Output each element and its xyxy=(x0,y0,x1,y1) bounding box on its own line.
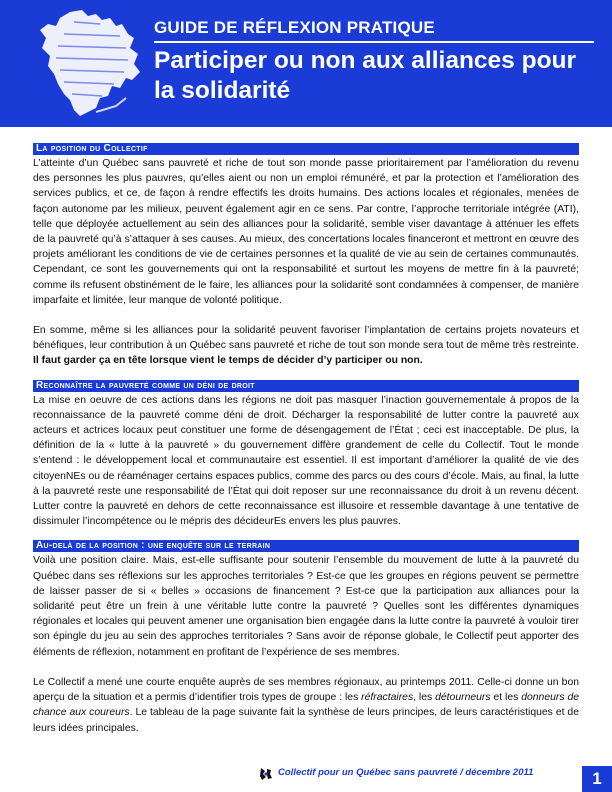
header-banner xyxy=(0,0,612,127)
guide-label: GUIDE DE RÉFLEXION PRATIQUE xyxy=(154,18,435,37)
page-title: Participer ou non aux alliances pour la solidarité xyxy=(154,47,577,104)
section-heading-deni-de-droit: Reconnaître la pauvreté comme un déni de droit xyxy=(33,380,579,392)
paragraph: En somme, même si les alliances pour la solidarité peuvent favoriser l’implantation de certains projets novateurs et bénéfiques, leur contribution à un Québec sans pauvreté et riche de tout son monde sera tout de même très restreinte. Il faut garder ça en tête lorsque vient le temps de décider d’y participer ou non. xyxy=(33,325,579,367)
collectif-logo-icon xyxy=(258,766,274,782)
section-heading-enquete: Au-delà de la position : une enquête sur le terrain xyxy=(33,540,579,552)
italic-term: réfractaires xyxy=(361,692,414,704)
header-divider xyxy=(154,41,594,43)
footer-text: Collectif pour un Québec sans pauvreté / décembre 2011 xyxy=(278,767,534,778)
quebec-map-icon xyxy=(30,8,148,120)
section-heading-position: La position du Collectif xyxy=(33,143,579,155)
italic-term: donneurs de chance aux coureurs xyxy=(33,692,579,719)
paragraph: Voilà une position claire. Mais, est-elle suffisante pour soutenir l’ensemble du mouvement de lutte à la pauvreté du Québec dans ses réflexions sur les approches territoriales ? Est-ce que les groupes en régions peuvent se permettre de laisser passer de si « belles » occasions de financement ? Est-ce que la participation aux alliances pour la solidarité peut être un frein à une véritable lutte contre la pauvreté ? Quelles sont les différentes dynamiques régionales et locales qui peuvent amener une organisation bien engagée dans la lutte contre la pauvreté à vouloir tirer son épingle du jeu au sein des approches territoriales ? Sans avoir de réponse globale, le Collectif peut apporter des éléments de réflexion, notamment en profitant de l’expérience de ses membres. xyxy=(33,555,579,658)
paragraph: Le Collectif a mené une courte enquête auprès de ses membres régionaux, au printemps 2011. Celle-ci donne un bon aperçu de la situation et a permis d’identifier trois types de groupe : les réfractaires, les détourneurs et les donneurs de chance aux coureurs. Le tableau de la page suivante fait la synthèse de leurs principes, de leurs caractéristiques et de leurs idées principales. xyxy=(33,676,579,734)
document-body xyxy=(33,143,579,736)
emphasis-text: Il faut garder ça en tête lorsque vient le temps de décider d’y participer ou non. xyxy=(33,355,423,367)
page-number: 1 xyxy=(582,766,612,792)
paragraph: L’atteinte d’un Québec sans pauvreté et riche de tout son monde passe prioritairement par l’amélioration du revenu des personnes les plus pauvres, qu’elles aient ou non un emploi rémunéré, et par la protection et l’amélioration des services publics, et ce, de façon à rendre effectifs les droits humains. Des actions locales et régionales, menées de façon autonome par les milieux, peuvent également agir en ce sens. Par contre, l’approche territoriale intégrée (ATI), telle que déployée actuellement au sein des alliances pour la solidarité, semble viser davantage à atténuer les effets de la pauvreté qu’à s’attaquer à ses causes. Au mieux, des concertations locales financeront et mettront en œuvre des projets améliorant les conditions de vie de certaines personnes et la qualité de vie au sein de certaines communautés. Cependant, ce sont les gouvernements qui ont la responsabilité et surtout les moyens de mettre fin à la pauvreté; comme ils refusent obstinément de le faire, les alliances pour la solidarité sont condamnées à compenser, de manière imparfaite et limitée, leur manque de volonté politique. xyxy=(33,158,579,306)
paragraph: La mise en oeuvre de ces actions dans les régions ne doit pas masquer l’inaction gouvernementale à propos de la reconnaissance de la pauvreté comme déni de droit. Décharger la responsabilité de lutter contre la pauvreté aux acteurs et actrices locaux peut constituer une forme de désengagement de l’État ; ceci est inacceptable. De plus, la définition de la « lutte à la pauvreté » du gouvernement diffère grandement de celle du Collectif. Tout le monde s’entend : le développement local et communautaire est essentiel. Il est important d’améliorer la qualité de vie des citoyenNEs ou de réaménager certains espaces publics, comme des parcs ou des cours d’école. Mais, au final, la lutte à la pauvreté reste une responsabilité de l’État qui doit reposer sur une reconnaissance du droit à un revenu décent. Lutter contre la pauvreté en dehors de cette reconnaissance est illusoire et ressemble davantage à une tentative de dissimuler l’incompétence ou le mépris des décideurEs envers les plus pauvres. xyxy=(33,394,579,528)
italic-term: détourneurs xyxy=(435,692,491,704)
footer xyxy=(258,766,578,782)
